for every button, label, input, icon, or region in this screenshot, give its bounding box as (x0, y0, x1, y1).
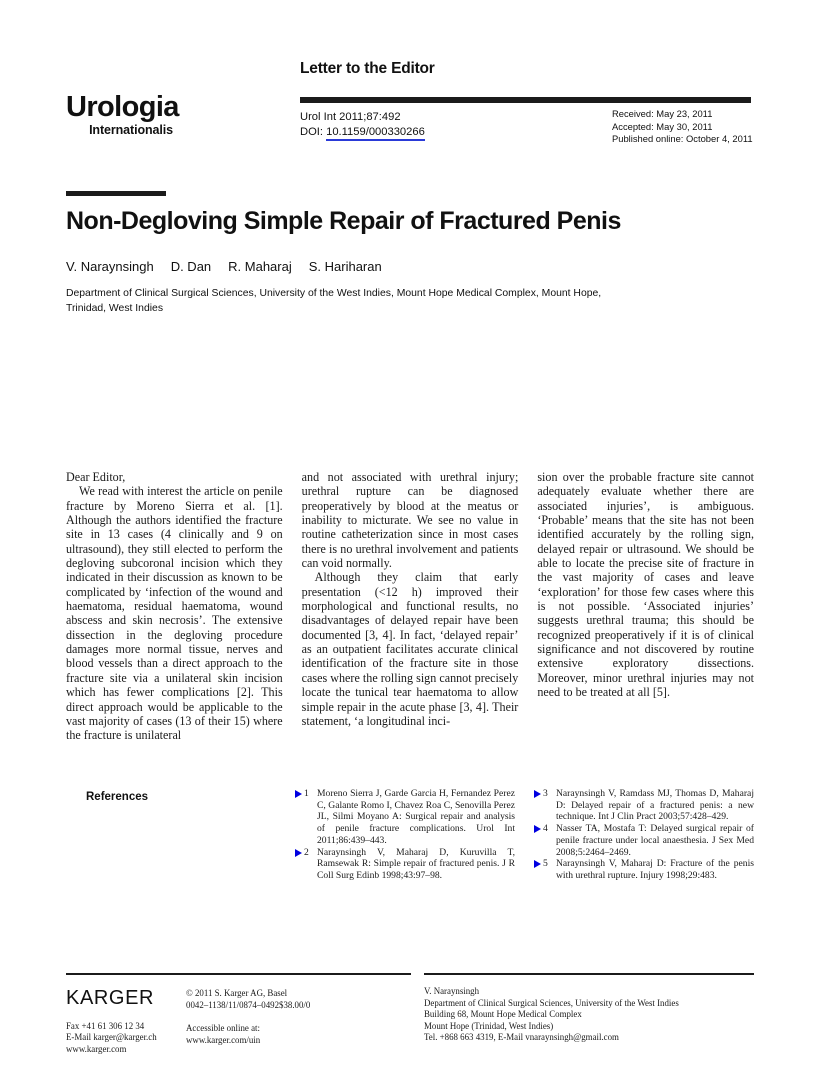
journal-logo (66, 92, 256, 137)
publication-dates (612, 108, 753, 146)
body-column-3 (537, 470, 754, 743)
publisher-contact (66, 1021, 157, 1055)
reference-number: 2 (304, 846, 309, 858)
footer-rule-left (66, 973, 411, 975)
correspondence-line: Department of Clinical Surgical Sciences, University of the West Indies (424, 997, 679, 1008)
citation-block (300, 110, 425, 140)
reference-number: 3 (543, 788, 548, 799)
references-heading: References (86, 791, 149, 803)
publisher-website[interactable]: www.karger.com (66, 1043, 127, 1054)
doi-link[interactable]: 10.1159/000330266 (326, 126, 425, 141)
correspondence-line: Building 68, Mount Hope Medical Complex (424, 1009, 582, 1020)
author-name: R. Maharaj (228, 259, 292, 274)
body-paragraph: and not associated with urethral injury; urethral rupture can be diagnosed preoperatively by blood at the meatus or inability to micturate. We see no value in routine catheterization since in most cases there is no urethral involvement and patients can void normally. (301, 470, 519, 571)
reference-arrow-icon[interactable] (534, 858, 542, 881)
reference-text: Moreno Sierra J, Garde Garcia H, Fernandez Perez C, Galante Romo I, Chavez Roa C, Senovilla Perez JL, Silmi Moyano A: Surgical repair and analysis of penile fracture complications. Urol Int 2011;86:439–443. (317, 788, 515, 846)
reference-item (534, 858, 754, 881)
reference-arrow-icon[interactable] (295, 847, 303, 882)
title-rule (66, 191, 166, 196)
body-paragraph: Although they claim that early presentation (<12 h) improved their morphological and functional results, no disadvantages of delayed repair have been documented [3, 4]. In fact, ‘delayed repair’ as an outpatient facilitates accurate clinical identification of the fracture site in those cases where the rolling sign cannot precisely locate the tunical tear haematoma to allow simple repair in the acute phase [3, 4]. Their statement, ‘a longitudinal inci- (301, 570, 519, 728)
issn-line: 0042–1138/11/0874–0492$38.00/0 (186, 999, 311, 1010)
journal-logo-main: Urologia (66, 91, 179, 123)
published-date: Published online: October 4, 2011 (612, 133, 753, 145)
reference-number: 4 (543, 823, 548, 835)
references-column-2 (534, 788, 754, 882)
reference-arrow-icon[interactable] (534, 823, 542, 858)
reference-arrow-icon[interactable] (295, 788, 303, 847)
correspondence-block (424, 986, 759, 1044)
author-name: S. Hariharan (308, 259, 382, 274)
masthead-rule (300, 97, 751, 103)
copyright-block (186, 988, 310, 1011)
reference-item (295, 847, 515, 882)
doi-line (300, 125, 425, 140)
body-column-1 (66, 470, 283, 743)
reference-text: Naraynsingh V, Ramdass MJ, Thomas D, Maharaj D: Delayed repair of a fractured penis: a new technique. Int J Clin Pract 2003;57:428–429. (556, 788, 754, 823)
body-paragraph: sion over the probable fracture site cannot adequately evaluate whether there are associated injuries’, is ambiguous. ‘Probable’ means that the site has not been identified accurately by the rolling sign, delayed repair or ultrasound. We should be able to locate the precise site of fracture in the vast majority of cases and leave ‘exploration’ for those few cases where this is not possible. ‘Associated injuries’ suggests urethral trauma; this should be recognized preoperatively if it is of clinical significance and not discovered by routine extensive exploratory dissections. Moreover, minor urethral injuries may not need to be treated at all [5]. (537, 470, 755, 700)
online-access-block (186, 1023, 260, 1046)
affiliation-text: Department of Clinical Surgical Sciences, University of the West Indies, Mount Hope Medical Complex, Mount Hope, Trinidad, West Indies (66, 288, 602, 314)
reference-number: 5 (543, 858, 548, 870)
body-column-2 (302, 470, 519, 743)
journal-logo-sub: Internationalis (89, 123, 173, 137)
references-columns (295, 788, 754, 882)
author-name: D. Dan (170, 259, 212, 274)
reference-item (295, 788, 515, 847)
doi-label: DOI: (300, 126, 323, 138)
reference-arrow-icon[interactable] (534, 788, 542, 823)
accessible-online-label: Accessible online at: (186, 1023, 260, 1033)
reference-text: Naraynsingh V, Maharaj D: Fracture of the penis with urethral rupture. Injury 1998;29:483. (556, 858, 754, 881)
publisher-fax: Fax +41 61 306 12 34 (66, 1021, 145, 1031)
reference-item (534, 823, 754, 858)
body-columns (66, 470, 754, 743)
journal-citation: Urol Int 2011;87:492 (300, 111, 401, 123)
article-type-label: Letter to the Editor (300, 60, 435, 77)
body-paragraph: We read with interest the article on penile fracture by Moreno Sierra et al. [1]. Although the authors identified the fracture site in 13 cases (4 clinically and 9 on ultrasound), they still elected to perform the degloving subcoronal incision which they indicated in their discussion as known to be complicated by ‘infection of the wound and haematoma, residual haematoma, wound abscess and skin necrosis’. The extensive dissection in the degloving procedure damages more normal tissue, nerves and blood vessels than a direct approach to the fracture site via a unilateral skin incision which has fewer complications [2]. This direct approach would be applicable to the vast majority of cases (13 of their 15) where the fracture is unilateral (66, 484, 283, 743)
salutation: Dear Editor, (66, 470, 126, 484)
correspondence-line: V. Naraynsingh (424, 986, 480, 996)
publisher-logo: KARGER (66, 987, 155, 1009)
publisher-email[interactable]: E-Mail karger@karger.ch (66, 1032, 157, 1043)
accessible-online-url[interactable]: www.karger.com/uin (186, 1034, 261, 1045)
received-date: Received: May 23, 2011 (612, 108, 713, 119)
correspondence-line: Tel. +868 663 4319, E-Mail vnaraynsingh@gmail.com (424, 1032, 619, 1043)
page-title: Non-Degloving Simple Repair of Fractured Penis (66, 207, 621, 235)
copyright-line: © 2011 S. Karger AG, Basel (186, 988, 288, 998)
references-column-1 (295, 788, 515, 882)
reference-text: Naraynsingh V, Maharaj D, Kuruvilla T, Ramsewak R: Simple repair of fractured penis. J R Coll Surg Edinb 1998;43:97–98. (317, 846, 515, 881)
reference-text: Nasser TA, Mostafa T: Delayed surgical repair of penile fracture under local anaesthesia. J Sex Med 2008;5:2464–2469. (556, 823, 754, 858)
author-list (66, 259, 399, 274)
accepted-date: Accepted: May 30, 2011 (612, 120, 713, 132)
reference-item (534, 788, 754, 823)
footer-rule-right (424, 973, 754, 975)
reference-number: 1 (304, 788, 309, 799)
correspondence-line: Mount Hope (Trinidad, West Indies) (424, 1020, 554, 1031)
author-name: V. Naraynsingh (66, 259, 154, 274)
